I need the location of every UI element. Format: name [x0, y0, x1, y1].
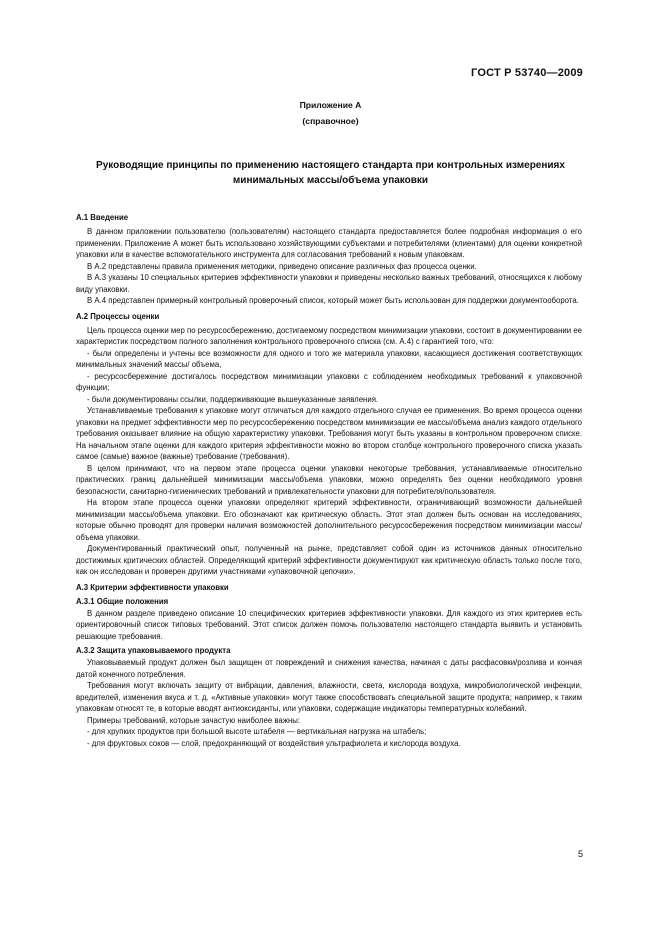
paragraph: В А.3 указаны 10 специальных критериев эффективности упаковки и приведены несколько важных требований, относящихся к любому виду упаковки. — [76, 273, 582, 294]
list-item: - были определены и учтены все возможности для одного и того же материала упаковки, касающиеся достижения соответствующих минимальных значений массы/ объема, — [76, 348, 582, 369]
appendix-subtitle: (справочное) — [302, 116, 359, 126]
section-heading-a3: А.3 Критерии эффективности упаковки — [76, 582, 229, 592]
paragraph: Устанавливаемые требования к упаковке могут отличаться для каждого отдельного случая ее применения. Во время процесса оценки упаковки на предмет эффективности мер по ресурсосбережению посредством минимизации ее массы/объема анализ каждого отдельного требования оказывает влияние на общую характеристику упаковки. Требования могут быть указаны в контрольном проверочном списке. На начальном этапе оценки для каждого критерия эффективности можно во втором столбце контрольного проверочного списка указать самое (самые) важное (важные) требование (требования). — [76, 406, 582, 461]
paragraph: В данном разделе приведено описание 10 специфических критериев эффективности упаковки. Для каждого из этих критериев есть ориентировочный список типовых требований. Этот список должен помочь пользователю настоящего стандарта выявить и установить решающие требования. — [76, 608, 582, 641]
appendix-label — [0, 97, 661, 129]
section-heading-a2: А.2 Процессы оценки — [76, 311, 160, 321]
paragraph: В А.2 представлены правила применения методики, приведено описание различных фаз процесса оценки. — [87, 261, 477, 271]
page-number: 5 — [577, 849, 583, 859]
standard-header: ГОСТ Р 53740—2009 — [471, 67, 583, 79]
document-title: Руководящие принципы по применению настоящего стандарта при контрольных измерениях минимальных массы/объема упаковки — [96, 160, 565, 186]
document-body — [76, 208, 582, 749]
paragraph: Упаковываемый продукт должен был защищен от повреждений и снижения качества, начиная с даты расфасовки/розлива и кончая датой конечного потребления. — [76, 658, 582, 679]
subsection-heading-a31: А.3.1 Общие положения — [76, 596, 169, 606]
paragraph: Цель процесса оценки мер по ресурсосбережению, достигаемому посредством минимизации упаковки, состоит в документировании ее характеристик посредством полного заполнения контрольного проверочного списка (см. А.4) с гарантией того, что: — [76, 325, 582, 346]
appendix-title: Приложение А — [299, 100, 362, 110]
subsection-heading-a32: А.3.2 Защита упаковываемого продукта — [76, 646, 231, 655]
paragraph: В данном приложении пользователю (пользователям) настоящего стандарта предоставляется более подробная информация о его применении. Приложение А может быть использовано хозяйствующими субъектами и потребителями (клиентами) для оценки конкретной упаковки или в качестве вспомогательного инструмента для согласования требований к новым упаковкам. — [76, 227, 582, 259]
section-heading-a1: А.1 Введение — [76, 213, 129, 222]
paragraph: Примеры требований, которые зачастую наиболее важны: — [87, 715, 301, 725]
paragraph: На втором этапе процесса оценки упаковки определяют критерий эффективности, ограничивающий возможности дальнейшей минимизации массы/объема упаковки. Его обозначают как критическую область. Этот этап должен быть основан на исследованиях, которые обычно проводят для проверки наличия возможностей дополнительного ресурсосбережения посредством минимизации массы/объема упаковки. — [76, 498, 582, 542]
list-item: - для фруктовых соков — слой, предохраняющий от воздействия ультрафиолета и кислорода воздуха. — [87, 738, 461, 748]
list-item: - были документированы ссылки, поддерживающие вышеуказанные заявления. — [87, 394, 379, 404]
list-item: - для хрупких продуктов при большой высоте штабеля — вертикальная нагрузка на штабель; — [87, 727, 427, 736]
paragraph: Требования могут включать защиту от вибрации, давления, влажности, света, кислорода воздуха, микробиологической инфекции, вредителей, изменения вкуса и т. д. «Активные упаковки» могут также способствовать специальной защите продукта; например, к таким упаковкам относят те, в которые вводят антиоксиданты, или упаковки, содержащие индикаторы температурных колебаний. — [76, 681, 582, 713]
paragraph: В А.4 представлен примерный контрольный проверочный список, который может быть использован для поддержки документооборота. — [87, 296, 579, 305]
paragraph: Документированный практический опыт, полученный на рынке, представляет собой один из источников данных относительно достижимых критических областей. Определяющий критерий эффективности документируют как критическую область только после того, как он исследован и проверен другими участниками «упаковочной цепочки». — [76, 544, 582, 576]
list-item: - ресурсосбережение достигалось посредством минимизации упаковки с соблюдением необходимых требований к упаковочной функции; — [76, 371, 582, 392]
paragraph: В целом принимают, что на первом этапе процесса оценки упаковки некоторые требования, устанавливаемые относительно практических границ дальнейшей минимизации массы/объема упаковки, можно определять без оценки необходимого уровня безопасности, санитарно-гигиенических требований и привлекательности упаковки для потребителя/пользователя. — [76, 463, 582, 496]
